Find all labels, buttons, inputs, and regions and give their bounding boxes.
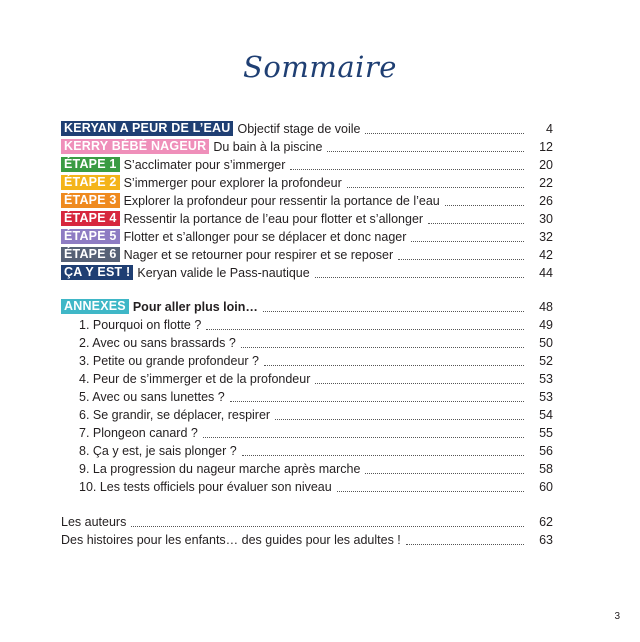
leader-dots [445,196,524,206]
toc-entry-etape-6[interactable] [61,246,553,263]
chapter-tag: ANNEXES [61,299,129,314]
leader-dots [315,268,524,278]
entry-page: 63 [539,532,553,547]
leader-dots [406,535,524,545]
entry-title: 5. Avec ou sans lunettes ? [79,389,225,404]
toc-entry-annexes[interactable] [61,298,553,315]
leader-dots [411,232,524,242]
toc-entry-auteurs[interactable] [61,513,553,530]
leader-dots [230,392,524,402]
entry-page: 53 [539,389,553,404]
entry-page: 60 [539,479,553,494]
leader-dots [337,482,524,492]
entry-page: 12 [539,139,553,154]
entry-title: 8. Ça y est, je sais plonger ? [79,443,237,458]
toc-subentry[interactable] [61,334,553,351]
entry-title: Pour aller plus loin… [132,299,258,314]
leader-dots [131,517,524,527]
chapter-tag: ÉTAPE 3 [61,193,120,208]
chapter-tag: ÉTAPE 5 [61,229,120,244]
entry-title: Objectif stage de voile [237,121,361,136]
entry-page: 48 [539,299,553,314]
toc-entry-etape-1[interactable] [61,156,553,173]
chapter-tag: KERRY BÉBÉ NAGEUR [61,139,209,154]
entry-page: 44 [539,265,553,280]
entry-title: 9. La progression du nageur marche après marche [79,461,361,476]
entry-page: 50 [539,335,553,350]
leader-dots [327,142,524,152]
entry-page: 62 [539,514,553,529]
entry-title: Les auteurs [61,514,127,529]
toc-subentry[interactable] [61,478,553,495]
entry-page: 58 [539,461,553,476]
page-title: Sommaire [243,50,397,84]
toc-subentry[interactable] [61,406,553,423]
entry-page: 42 [539,247,553,262]
toc-entry-etape-4[interactable] [61,210,553,227]
entry-page: 55 [539,425,553,440]
entry-title: Ressentir la portance de l’eau pour flotter et s’allonger [123,211,424,226]
leader-dots [365,124,524,134]
leader-dots [398,250,524,260]
entry-page: 56 [539,443,553,458]
entry-title: 6. Se grandir, se déplacer, respirer [79,407,271,422]
leader-dots [315,374,524,384]
chapter-tag: KERYAN A PEUR DE L’EAU [61,121,233,136]
entry-page: 26 [539,193,553,208]
toc-entry-etape-5[interactable] [61,228,553,245]
toc-entry-histoires[interactable] [61,531,553,548]
toc-entry-ca-y-est[interactable] [61,264,553,281]
toc-subentry[interactable] [61,424,553,441]
entry-title: Des histoires pour les enfants… des guides pour les adultes ! [61,532,401,547]
toc-entry-etape-2[interactable] [61,174,553,191]
leader-dots [275,410,524,420]
entry-page: 22 [539,175,553,190]
toc-subentry[interactable] [61,460,553,477]
chapter-tag: ÇA Y EST ! [61,265,133,280]
toc-subentry[interactable] [61,388,553,405]
chapter-tag: ÉTAPE 4 [61,211,120,226]
entry-title: 4. Peur de s’immerger et de la profondeur [79,371,311,386]
page-number: 3 [614,611,620,622]
entry-title: Du bain à la piscine [213,139,323,154]
leader-dots [365,464,524,474]
entry-page: 32 [539,229,553,244]
entry-title: Flotter et s’allonger pour se déplacer et donc nager [123,229,407,244]
chapter-tag: ÉTAPE 6 [61,247,120,262]
leader-dots [264,356,524,366]
entry-title: Explorer la profondeur pour ressentir la portance de l’eau [123,193,440,208]
leader-dots [203,428,524,438]
toc-entry-keryan[interactable] [61,120,553,137]
leader-dots [206,320,524,330]
entry-page: 4 [546,121,553,136]
entry-title: S’immerger pour explorer la profondeur [123,175,342,190]
leader-dots [263,302,524,312]
entry-title: 1. Pourquoi on flotte ? [79,317,202,332]
leader-dots [347,178,524,188]
toc-subentry[interactable] [61,370,553,387]
entry-page: 20 [539,157,553,172]
toc-subentry[interactable] [61,442,553,459]
entry-title: S’acclimater pour s’immerger [123,157,286,172]
entry-title: Keryan valide le Pass-nautique [137,265,310,280]
entry-page: 54 [539,407,553,422]
chapter-tag: ÉTAPE 2 [61,175,120,190]
entry-title: Nager et se retourner pour respirer et se reposer [123,247,394,262]
toc-entry-etape-3[interactable] [61,192,553,209]
entry-title: 10. Les tests officiels pour évaluer son niveau [79,479,332,494]
leader-dots [290,160,524,170]
leader-dots [242,446,524,456]
entry-title: 7. Plongeon canard ? [79,425,198,440]
toc-subentry[interactable] [61,316,553,333]
entry-page: 49 [539,317,553,332]
entry-title: 2. Avec ou sans brassards ? [79,335,236,350]
leader-dots [241,338,524,348]
entry-page: 52 [539,353,553,368]
chapter-tag: ÉTAPE 1 [61,157,120,172]
leader-dots [428,214,524,224]
entry-page: 53 [539,371,553,386]
entry-title: 3. Petite ou grande profondeur ? [79,353,259,368]
entry-page: 30 [539,211,553,226]
toc-subentry[interactable] [61,352,553,369]
toc-entry-kerry[interactable] [61,138,553,155]
